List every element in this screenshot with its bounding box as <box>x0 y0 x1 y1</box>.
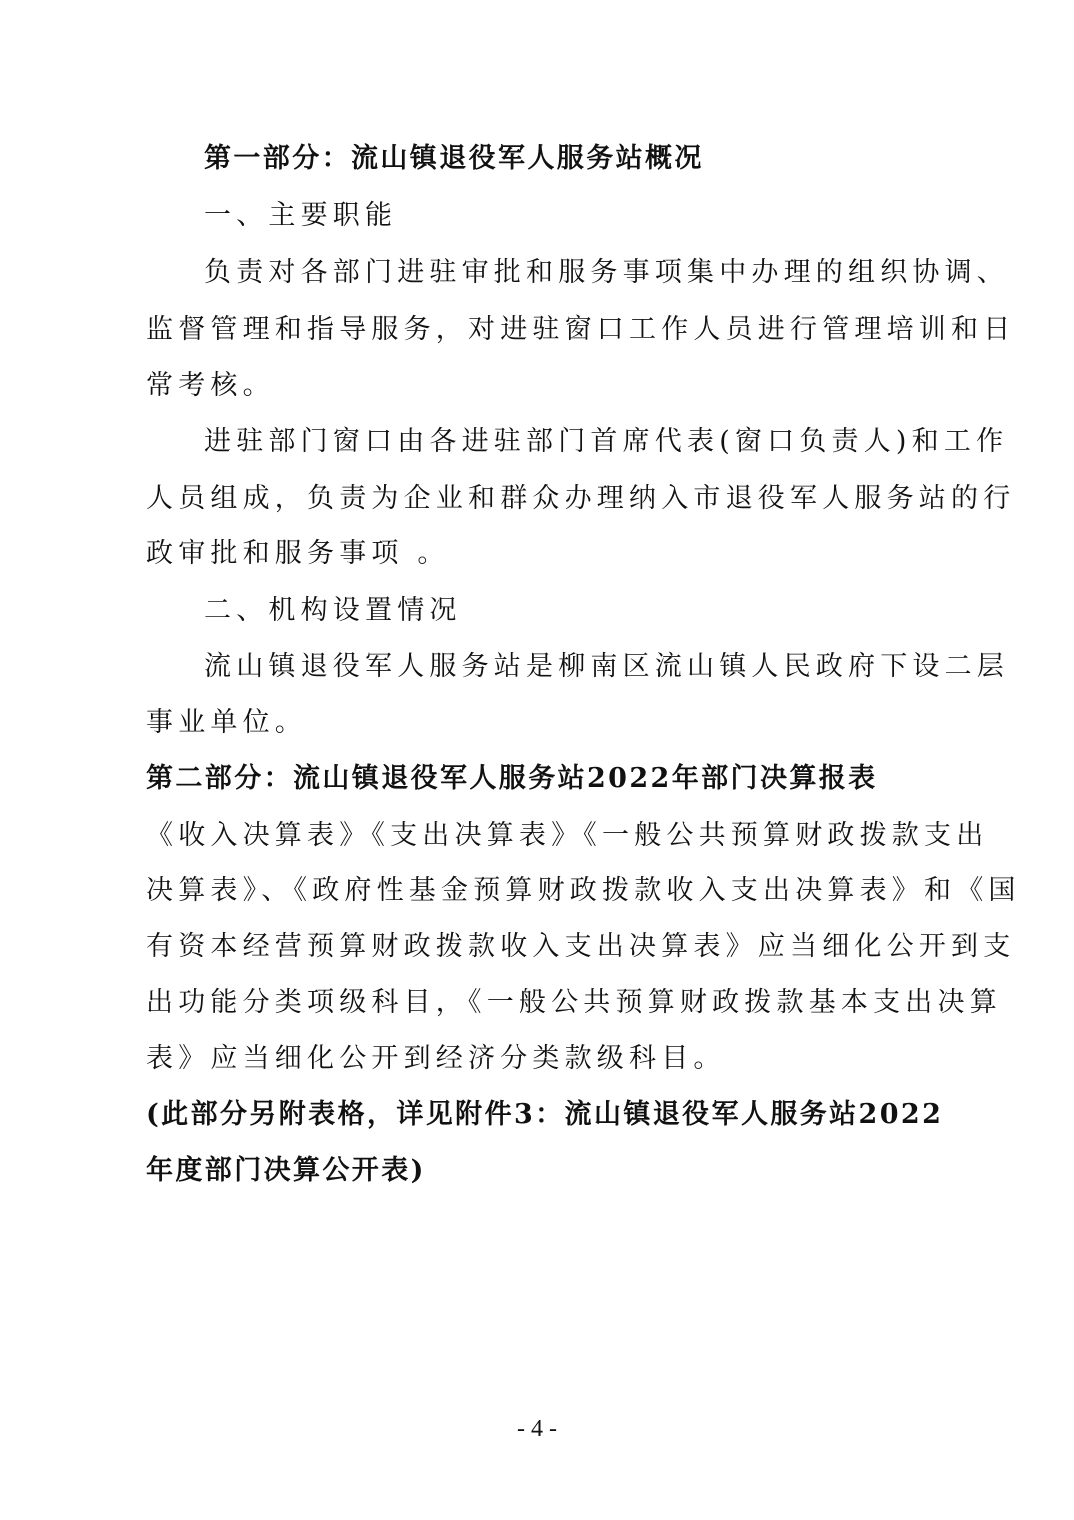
part2-para-line1: 《收入决算表》《支出决算表》《一般公共预算财政拨款支出 <box>146 820 989 851</box>
part2-para-line2: 决算表》、《政府性基金预算财政拨款收入支出决算表》和《国 <box>146 875 1021 906</box>
page-number: - 4 - <box>517 1416 557 1442</box>
para3-line1: 流山镇退役军人服务站是柳南区流山镇人民政府下设二层 <box>204 651 1009 682</box>
section2-title: 二、机构设置情况 <box>204 595 462 626</box>
para2-line1: 进驻部门窗口由各进驻部门首席代表(窗口负责人)和工作 <box>204 426 1009 457</box>
part2-para-line5: 表》应当细化公开到经济分类款级科目。 <box>146 1043 726 1074</box>
part2-para-line4: 出功能分类项级科目，《一般公共预算财政拨款基本支出决算 <box>146 987 1002 1018</box>
para1-line2: 监督管理和指导服务，对进驻窗口工作人员进行管理培训和日 <box>146 314 1016 345</box>
section1-title: 一、主要职能 <box>204 200 398 231</box>
part1-heading: 第一部分：流山镇退役军人服务站概况 <box>204 143 704 174</box>
part2-note-line2: 年度部门决算公开表) <box>146 1155 426 1186</box>
para3-line2: 事业单位。 <box>146 707 307 738</box>
part2-note-line1: (此部分另附表格，详见附件3：流山镇退役军人服务站2022 <box>146 1099 944 1130</box>
para1-line3: 常考核。 <box>146 370 275 401</box>
para2-line3: 政审批和服务事项 。 <box>146 538 450 569</box>
para1-line1: 负责对各部门进驻审批和服务事项集中办理的组织协调、 <box>204 257 1009 288</box>
part2-heading: 第二部分：流山镇退役军人服务站2022年部门决算报表 <box>146 763 878 794</box>
para2-line2: 人员组成，负责为企业和群众办理纳入市退役军人服务站的行 <box>146 483 1016 514</box>
part2-para-line3: 有资本经营预算财政拨款收入支出决算表》应当细化公开到支 <box>146 931 1016 962</box>
